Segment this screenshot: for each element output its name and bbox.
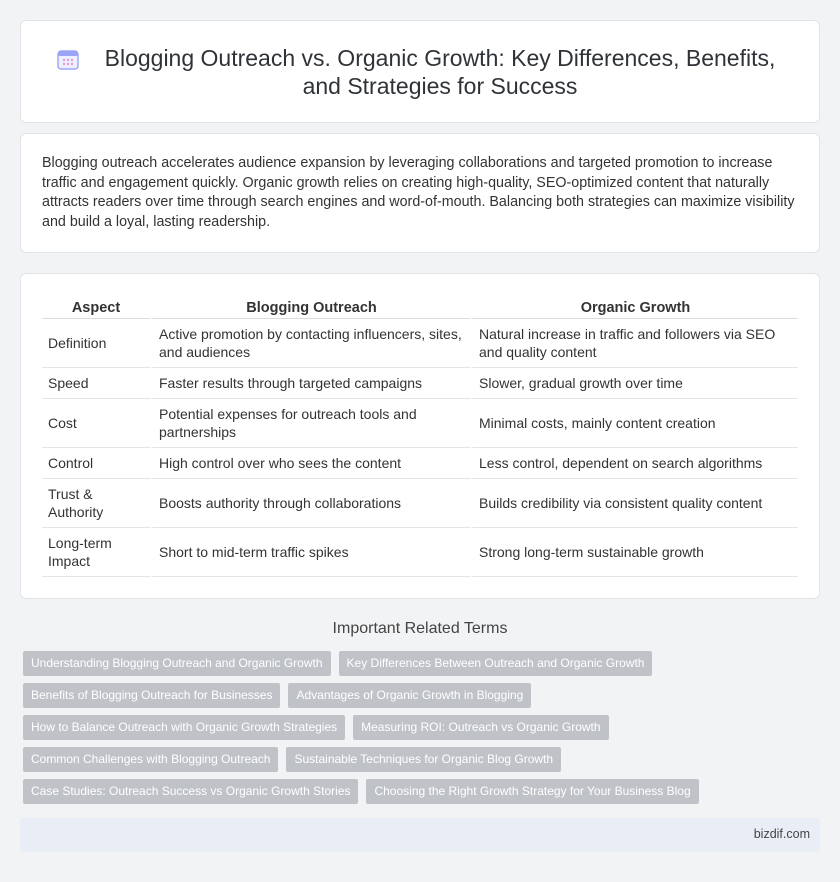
related-term-link[interactable]: Sustainable Techniques for Organic Blog Growth [286, 747, 561, 772]
table-row [42, 399, 798, 448]
related-term-link[interactable]: Measuring ROI: Outreach vs Organic Growth [353, 715, 608, 740]
related-term-link[interactable]: Understanding Blogging Outreach and Organic Growth [23, 651, 331, 676]
header-card [20, 20, 820, 123]
organic-cell: Natural increase in traffic and followers via SEO and quality content [470, 319, 798, 368]
outreach-cell: Faster results through targeted campaigns [150, 368, 470, 399]
table-header-row [42, 294, 798, 319]
table-row [42, 448, 798, 479]
intro-card [20, 133, 820, 253]
comparison-card [20, 273, 820, 599]
organic-cell: Minimal costs, mainly content creation [470, 399, 798, 448]
page-title: Blogging Outreach vs. Organic Growth: Key Differences, Benefits, and Strategies for Success [104, 44, 776, 99]
outreach-cell: Short to mid-term traffic spikes [150, 528, 470, 577]
header-aspect: Aspect [42, 294, 150, 319]
aspect-cell: Long-term Impact [42, 528, 150, 577]
organic-cell: Builds credibility via consistent quality content [470, 479, 798, 528]
comparison-table [42, 294, 798, 577]
table-row [42, 319, 798, 368]
related-term-link[interactable]: Common Challenges with Blogging Outreach [23, 747, 278, 772]
outreach-cell: Boosts authority through collaborations [150, 479, 470, 528]
outreach-cell: High control over who sees the content [150, 448, 470, 479]
related-term-link[interactable]: Choosing the Right Growth Strategy for Your Business Blog [366, 779, 698, 804]
related-term-link[interactable]: How to Balance Outreach with Organic Growth Strategies [23, 715, 345, 740]
header-organic-growth: Organic Growth [470, 294, 798, 319]
related-term-link[interactable]: Benefits of Blogging Outreach for Businesses [23, 683, 280, 708]
table-row [42, 528, 798, 577]
aspect-cell: Definition [42, 319, 150, 368]
footer [20, 818, 820, 852]
organic-cell: Slower, gradual growth over time [470, 368, 798, 399]
related-term-link[interactable]: Key Differences Between Outreach and Organic Growth [339, 651, 653, 676]
organic-cell: Less control, dependent on search algorithms [470, 448, 798, 479]
footer-site-link[interactable]: bizdif.com [753, 827, 810, 841]
related-term-link[interactable]: Advantages of Organic Growth in Blogging [288, 683, 531, 708]
aspect-cell: Cost [42, 399, 150, 448]
related-terms-title: Important Related Terms [332, 620, 508, 637]
intro-paragraph: Blogging outreach accelerates audience expansion by leveraging collaborations and targeted promotion to increase traffic and engagement quickly. Organic growth relies on creating high-quality, SEO-optimized content that naturally attracts readers over time through search engines and word-of-mouth. Balancing both strategies can maximize visibility and build a loyal, lasting readership. [42, 155, 795, 230]
related-terms-list [23, 651, 823, 811]
aspect-cell: Speed [42, 368, 150, 399]
organic-cell: Strong long-term sustainable growth [470, 528, 798, 577]
aspect-cell: Control [42, 448, 150, 479]
related-term-link[interactable]: Case Studies: Outreach Success vs Organic Growth Stories [23, 779, 358, 804]
aspect-cell: Trust & Authority [42, 479, 150, 528]
table-row [42, 479, 798, 528]
table-row [42, 368, 798, 399]
outreach-cell: Potential expenses for outreach tools and partnerships [150, 399, 470, 448]
header-blogging-outreach: Blogging Outreach [150, 294, 470, 319]
outreach-cell: Active promotion by contacting influencers, sites, and audiences [150, 319, 470, 368]
